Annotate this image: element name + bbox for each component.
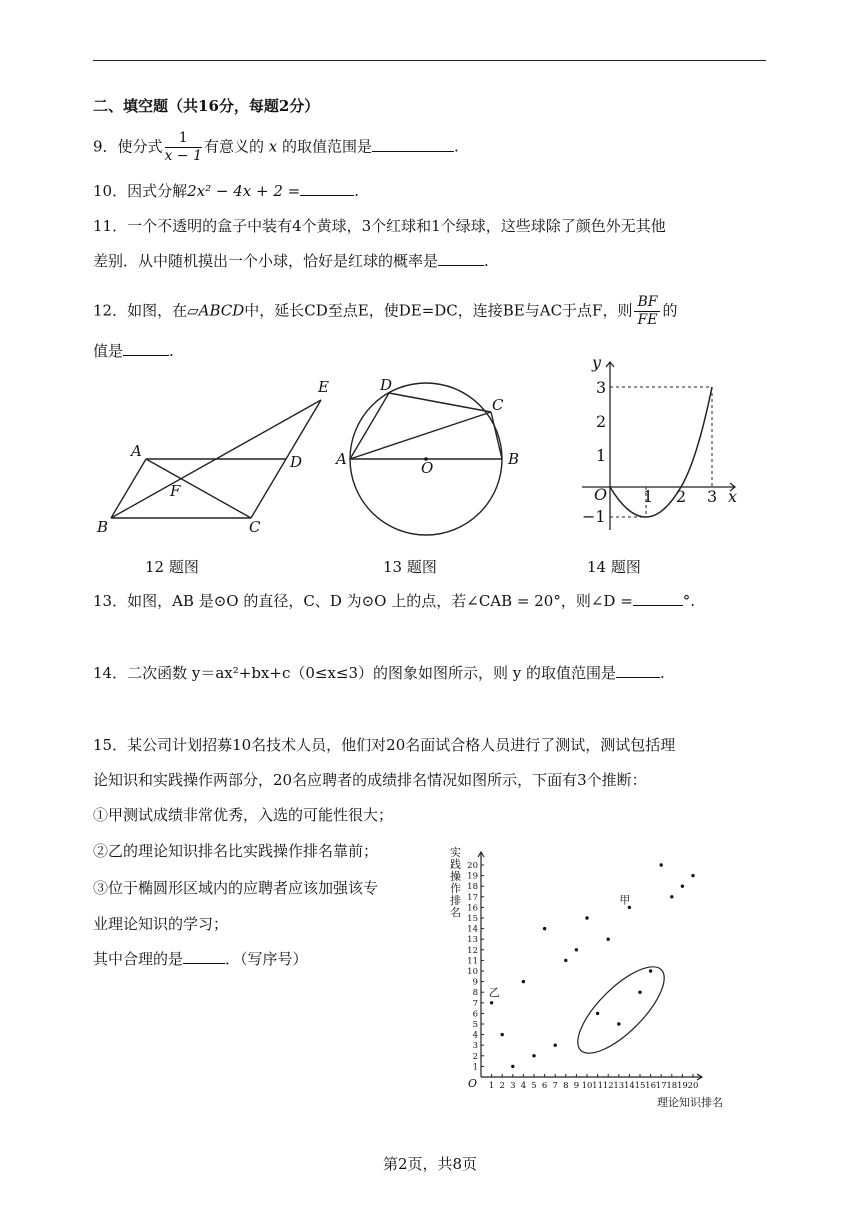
q12-frac-den: FE	[637, 312, 658, 328]
scatter-point-3	[511, 1065, 514, 1068]
q10-pre: 10．因式分解	[93, 182, 188, 200]
scatter-ytick-label-12: 12	[467, 945, 478, 956]
fig13-chord-ad	[350, 393, 389, 459]
q12-line2	[93, 340, 174, 362]
q12-end: .	[169, 342, 174, 360]
scatter-ytick-label-6: 6	[472, 1009, 478, 1020]
q11-line2	[93, 250, 489, 272]
q15-line2: 论知识和实践操作两部分，20名应聘者的成绩排名情况如图所示，下面有3个推断：	[93, 771, 647, 789]
scatter-ytick-label-15: 15	[467, 914, 478, 924]
question-14	[93, 662, 665, 684]
scatter-xtick-label-12: 12	[602, 1081, 614, 1091]
scatter-label-jia: 甲	[619, 893, 631, 907]
fig12-label-c: C	[249, 518, 261, 536]
fig12-label-e: E	[318, 378, 329, 396]
scatter-xtick-label-6: 6	[541, 1081, 548, 1091]
fig12-edge-de	[286, 400, 321, 459]
scatter-xtick-label-13: 13	[613, 1081, 625, 1091]
fig12-diagonal-ac	[146, 459, 251, 518]
q11-answer-blank[interactable]	[438, 251, 484, 266]
q12-line1	[93, 294, 678, 329]
scatter-ytick-label-14: 14	[467, 924, 478, 935]
q14-text: 14．二次函数 y＝ax²+bx+c（0≤x≤3）的图象如图所示，则 y 的取值范围是	[93, 664, 617, 682]
question-13	[93, 590, 695, 612]
caption-fig13: 13 题图	[383, 558, 437, 576]
scatter-ytick-label-3: 3	[472, 1041, 478, 1052]
q11-line2-text: 差别．从中随机摸出一个小球，恰好是红球的概率是	[93, 252, 439, 270]
scatter-point-12	[607, 938, 610, 941]
fig14-tick-x3: 3	[707, 487, 718, 506]
q13-text: 13．如图，AB 是⊙O 的直径，C、D 为⊙O 上的点，若∠CAB = 20°，则∠D =	[93, 592, 633, 610]
scatter-ylabel-char-2: 践	[450, 858, 461, 871]
scatter-point-11	[596, 1012, 599, 1015]
q9-mid: 有意义的	[203, 137, 264, 156]
fig13-label-d: D	[380, 376, 393, 394]
page-footer: 第2页，共8页	[382, 1155, 478, 1173]
scatter-point-18	[670, 895, 673, 898]
q9-pre: 9．使分式	[93, 137, 163, 156]
q15-answer-blank[interactable]	[183, 949, 225, 964]
scatter-ytick-label-4: 4	[472, 1030, 478, 1041]
q15-item3a: ③位于椭圆形区域内的应聘者应该加强该专	[93, 879, 379, 897]
scatter-ytick-label-9: 9	[472, 977, 478, 988]
q10-expr: 2x² − 4x + 2 =	[187, 182, 301, 200]
fig12-edge-cd	[251, 459, 286, 518]
scatter-xtick-label-2: 2	[499, 1081, 505, 1091]
q15-item2: ②乙的理论知识排名比实践操作排名靠前；	[93, 842, 379, 860]
scatter-point-4	[522, 980, 525, 983]
scatter-ytick-label-10: 10	[467, 967, 478, 977]
scatter-point-9	[575, 948, 578, 951]
fig14-tick-x2: 2	[676, 487, 687, 506]
q9-fraction	[165, 130, 202, 165]
fig13-chord-ac	[350, 412, 491, 459]
figure-12-parallelogram	[93, 375, 343, 540]
q12-answer-blank[interactable]	[123, 341, 169, 356]
q15-item1: ①甲测试成绩非常优秀，入选的可能性很大；	[93, 806, 394, 824]
fig12-label-f: F	[170, 482, 181, 500]
scatter-ytick-label-19: 19	[467, 871, 478, 882]
scatter-origin-label: O	[468, 1077, 478, 1090]
q11-line1: 11．一个不透明的盒子中装有4个黄球，3个红球和1个绿球，这些球除了颜色外无其他	[93, 217, 666, 235]
scatter-point-2	[501, 1033, 504, 1036]
q12-pre: 12．如图，在▱	[93, 301, 199, 320]
scatter-xtick-label-16: 16	[645, 1081, 657, 1091]
fig13-label-b: B	[508, 450, 520, 468]
q12-post: 中，延长CD至点E，使DE=DC，连接BE与AC于点F，则	[244, 301, 633, 320]
q9-post: 的取值范围是	[282, 137, 373, 156]
section-header: 二、填空题（共16分，每题2分）	[93, 97, 320, 115]
figure-14-parabola-graph	[570, 350, 750, 540]
scatter-point-8	[564, 959, 567, 962]
scatter-xtick-label-5: 5	[531, 1081, 537, 1091]
scatter-ytick-label-18: 18	[467, 882, 478, 893]
scatter-xtick-label-10: 10	[581, 1081, 593, 1091]
scatter-point-20	[691, 874, 694, 877]
scatter-ylabel-char-5: 排	[450, 894, 461, 907]
scatter-xtick-label-8: 8	[563, 1081, 569, 1091]
scatter-ytick-label-1: 1	[472, 1062, 478, 1073]
q15-ask-text: 其中合理的是	[93, 950, 184, 968]
fig14-tick-y3: 3	[596, 378, 607, 397]
q12-line2-text: 值是	[93, 342, 124, 360]
scatter-ylabel-char-1: 实	[450, 846, 461, 859]
q14-end: .	[660, 664, 665, 682]
scatter-ytick-label-8: 8	[472, 988, 478, 999]
scatter-ytick-label-11: 11	[467, 956, 478, 967]
fig13-label-c: C	[492, 396, 504, 414]
scatter-ytick-label-5: 5	[472, 1020, 478, 1030]
q10-end: .	[354, 182, 359, 200]
scatter-point-17	[660, 863, 663, 866]
scatter-ylabel	[450, 846, 461, 919]
question-9	[93, 130, 459, 165]
scatter-point-15	[638, 991, 641, 994]
fig14-tick-x1: 1	[643, 487, 654, 506]
fig12-label-b: B	[97, 518, 109, 536]
q13-answer-blank[interactable]	[633, 591, 683, 606]
caption-fig12: 12 题图	[145, 558, 199, 576]
scatter-xtick-label-4: 4	[520, 1081, 527, 1091]
q15-line1: 15．某公司计划招募10名技术人员，他们对20名面试合格人员进行了测试，测试包括理	[93, 736, 676, 754]
caption-fig14: 14 题图	[587, 558, 641, 576]
scatter-xtick-label-11: 11	[592, 1081, 604, 1091]
scatter-label-yi: 乙	[488, 985, 500, 999]
fig12-label-a: A	[131, 442, 142, 460]
scatter-ytick-label-20: 20	[467, 861, 478, 871]
scatter-point-10	[585, 916, 588, 919]
scatter-point-1	[490, 1001, 493, 1004]
scatter-xtick-label-9: 9	[573, 1081, 580, 1091]
scatter-xtick-label-7: 7	[552, 1081, 558, 1091]
scatter-points	[490, 863, 695, 1068]
question-10	[93, 180, 359, 202]
top-rule	[93, 60, 766, 61]
q9-frac-num: 1	[165, 130, 202, 148]
q11-end: .	[484, 252, 489, 270]
q15-ask-end: ．（写序号）	[225, 950, 308, 968]
scatter-point-13	[617, 1022, 620, 1025]
fig12-edge-ab	[111, 459, 146, 518]
q9-frac-den: x − 1	[164, 148, 202, 164]
q12-abcd: ABCD	[198, 301, 245, 320]
fig14-tick-y2: 2	[596, 412, 607, 431]
fig14-tick-y1: 1	[596, 446, 607, 465]
q14-answer-blank[interactable]	[616, 663, 660, 678]
fig14-parabola-curve	[610, 387, 712, 517]
q12-fraction	[634, 294, 660, 329]
scatter-ytick-label-17: 17	[467, 892, 478, 903]
scatter-ylabel-char-3: 操	[450, 870, 461, 883]
q12-tail: 的	[662, 301, 678, 320]
fig14-label-origin: O	[594, 485, 608, 504]
q9-answer-blank[interactable]	[372, 137, 454, 152]
scatter-point-19	[681, 885, 684, 888]
q9-var: x	[268, 137, 278, 156]
fig13-label-a: A	[336, 450, 347, 468]
scatter-point-16	[649, 969, 652, 972]
scatter-ytick-label-7: 7	[472, 998, 478, 1009]
fig14-label-y: y	[592, 353, 602, 372]
scatter-xtick-label-1: 1	[488, 1081, 495, 1091]
scatter-xtick-label-18: 18	[666, 1081, 678, 1091]
scatter-point-5	[532, 1054, 535, 1057]
scatter-ellipse-region	[565, 954, 677, 1066]
scatter-ytick-label-2: 2	[472, 1051, 478, 1062]
scatter-point-7	[554, 1044, 557, 1047]
fig13-label-o: O	[421, 459, 434, 477]
scatter-ytick-label-16: 16	[467, 903, 478, 914]
scatter-ylabel-char-4: 作	[450, 882, 461, 895]
scatter-xtick-label-14: 14	[623, 1081, 635, 1091]
fig13-chord-dc	[389, 393, 491, 412]
scatter-xtick-label-19: 19	[676, 1081, 688, 1091]
q9-end: .	[454, 137, 459, 156]
scatter-xtick-label-20: 20	[687, 1081, 699, 1091]
figure-13-circle	[330, 370, 530, 545]
fig14-label-x: x	[728, 487, 738, 506]
q15-ask	[93, 948, 308, 970]
scatter-ytick-label-13: 13	[467, 935, 478, 946]
scatter-ylabel-char-6: 名	[450, 906, 461, 919]
q13-end: °.	[682, 592, 696, 610]
figure-15-scatter-chart	[440, 840, 740, 1112]
scatter-xtick-label-3: 3	[510, 1081, 516, 1091]
scatter-xtick-label-17: 17	[655, 1081, 667, 1091]
scatter-point-6	[543, 927, 546, 930]
q12-frac-num: BF	[634, 294, 660, 312]
fig12-label-d: D	[290, 453, 303, 471]
scatter-xtick-label-15: 15	[634, 1081, 646, 1091]
q10-answer-blank[interactable]	[300, 181, 354, 196]
fig13-chord-cb	[491, 412, 502, 459]
fig14-tick-yneg1: −1	[582, 507, 606, 526]
q15-item3b: 业理论知识的学习；	[93, 915, 229, 933]
scatter-xlabel: 理论知识排名	[657, 1096, 723, 1109]
